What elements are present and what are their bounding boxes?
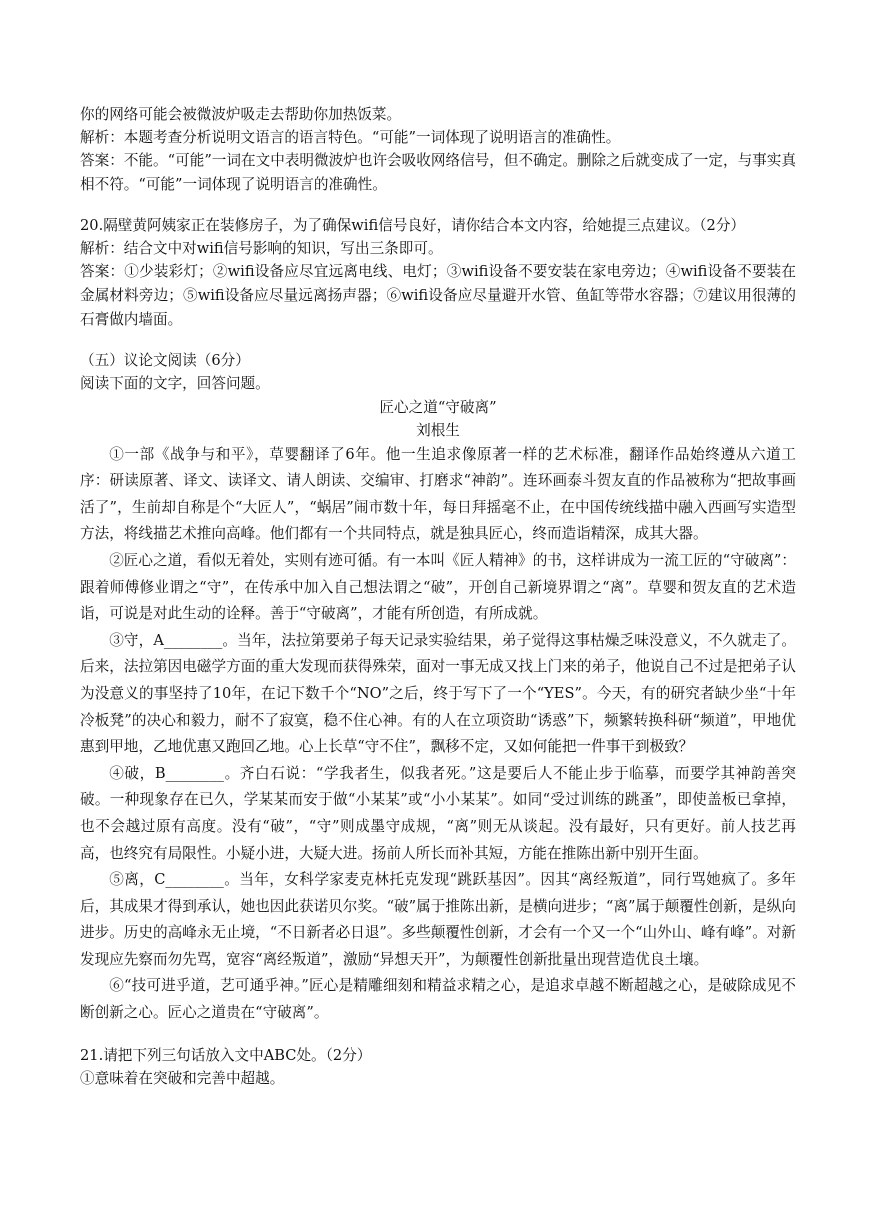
q19-analysis: 解析：本题考查分析说明文语言的语言特色。“可能”一词体现了说明语言的准确性。 bbox=[80, 129, 621, 147]
spacer bbox=[80, 1027, 796, 1044]
article-paragraph-3: ③守，A________。当年，法拉第要弟子每天记录实验结果，弟子觉得这事枯燥乏味没意义，不久就走了。后来，法拉第因电磁学方面的重大发现而获得殊荣，面对一事无成又找上门来的弟子，他说自己不过是把弟子认为没意义的事坚持了10年，在记下数千个“NO”之后，终于写下了一个“YES”。今天，有的研究者缺少坐“十年冷板凳”的决心和毅力，耐不了寂寞，稳不住心神。有的人在立项资助“诱惑”下，频繁转换科研“频道”，甲地优惠到甲地，乙地优惠又跑回乙地。心上长草“守不住”，飘移不定，又如何能把一件事干到极致？ bbox=[80, 631, 796, 756]
section5-instruction: 阅读下面的文字，回答问题。 bbox=[80, 375, 270, 393]
q20-answer: 答案：①少装彩灯；②wifi设备应尽宜远离电线、电灯；③wifi设备不要安装在家电旁边；④wifi设备不要装在金属材料旁边；⑤wifi设备应尽量远离扬声器；⑥wifi设备应尽量避开水管、鱼缸等带水容器；⑦建议用很薄的石膏做内墙面。 bbox=[80, 263, 796, 328]
article-paragraph-5: ⑤离，C________。当年，女科学家麦克林托克发现“跳跃基因”。因其“离经叛道”，同行骂她疯了。多年后，其成果才得到承认，她也因此获诺贝尔奖。“破”属于推陈出新，是横向进步；“离”属于颠覆性创新，是纵向进步。历史的高峰永无止境，“不日新者必日退”。多些颠覆性创新，才会有一个又一个“山外山、峰有峰”。对新发现应先察而勿先骂，宽容“离经叛道”，激励“异想天开”，为颠覆性创新批量出现营造优良土壤。 bbox=[80, 871, 796, 968]
q20-analysis: 解析：结合文中对wifi信号影响的知识，写出三条即可。 bbox=[80, 240, 443, 258]
q21-question: 21.请把下列三句话放入文中ABC处。（2分） bbox=[80, 1046, 372, 1064]
spacer bbox=[80, 197, 796, 214]
q19-answer: 答案：不能。“可能”一词在文中表明微波炉也许会吸收网络信号，但不确定。删除之后就变成了一定，与事实真相不符。“可能”一词体现了说明语言的准确性。 bbox=[80, 152, 796, 194]
q21-option-1: ①意味着在突破和完善中超越。 bbox=[80, 1069, 285, 1087]
article-paragraph-6: ⑥“技可进乎道，艺可通乎神。”匠心是精雕细刻和精益求精之心，是追求卓越不断超越之心，是破除成见不断创新之心。匠心之道贵在“守破离”。 bbox=[80, 977, 796, 1022]
article-paragraph-1: ①一部《战争与和平》，草婴翻译了6年。他一生追求像原著一样的艺术标准，翻译作品始终遵从六道工序：研读原著、译文、读译文、请人朗读、交编审、打磨求“神韵”。连环画泰斗贺友直的作品被称为“把故事画活了”，生前却自称是个“大匠人”，“蜗居”闹市数十年，每日拜摇毫不止，在中国传统线描中融入西画写实造型方法，将线描艺术推向高峰。他们都有一个共同特点，就是独具匠心，终而造诣精深，成其大器。 bbox=[80, 445, 796, 543]
document-page bbox=[80, 103, 796, 1090]
article-paragraph-2: ②匠心之道，看似无着处，实则有迹可循。有一本叫《匠人精神》的书，这样讲成为一流工匠的“守破离”：跟着师傅修业谓之“守”，在传承中加入自己想法谓之“破”，开创自己新境界谓之“离”。草婴和贺友直的艺术造诣，可说是对此生动的诠释。善于“守破离”，才能有所创造，有所成就。 bbox=[80, 551, 796, 623]
q20-question: 20.隔壁黄阿姨家正在装修房子，为了确保wifi信号良好，请你结合本文内容，给她提三点建议。（2分） bbox=[80, 217, 746, 234]
article-title: 匠心之道“守破离” bbox=[379, 398, 497, 416]
q19-text-tail: 你的网络可能会被微波炉吸走去帮助你加热饭菜。 bbox=[80, 106, 402, 123]
article-author: 刘根生 bbox=[416, 421, 460, 439]
spacer bbox=[80, 331, 796, 349]
section5-heading: （五）议论文阅读（6分） bbox=[80, 352, 250, 370]
article-paragraph-4: ④破，B________。齐白石说：“学我者生，似我者死。”这是要后人不能止步于临摹，而要学其神韵善突破。一种现象存在已久，学某某而安于做“小某某”或“小小某某”。如同“受过训练的跳蚤”，即使盖板已拿掉，也不会越过原有高度。没有“破”，“守”则成墨守成规，“离”则无从谈起。没有最好，只有更好。前人技艺再高，也终究有局限性。小疑小进，大疑大进。扬前人所长而补其短，方能在推陈出新中别开生面。 bbox=[80, 764, 796, 862]
